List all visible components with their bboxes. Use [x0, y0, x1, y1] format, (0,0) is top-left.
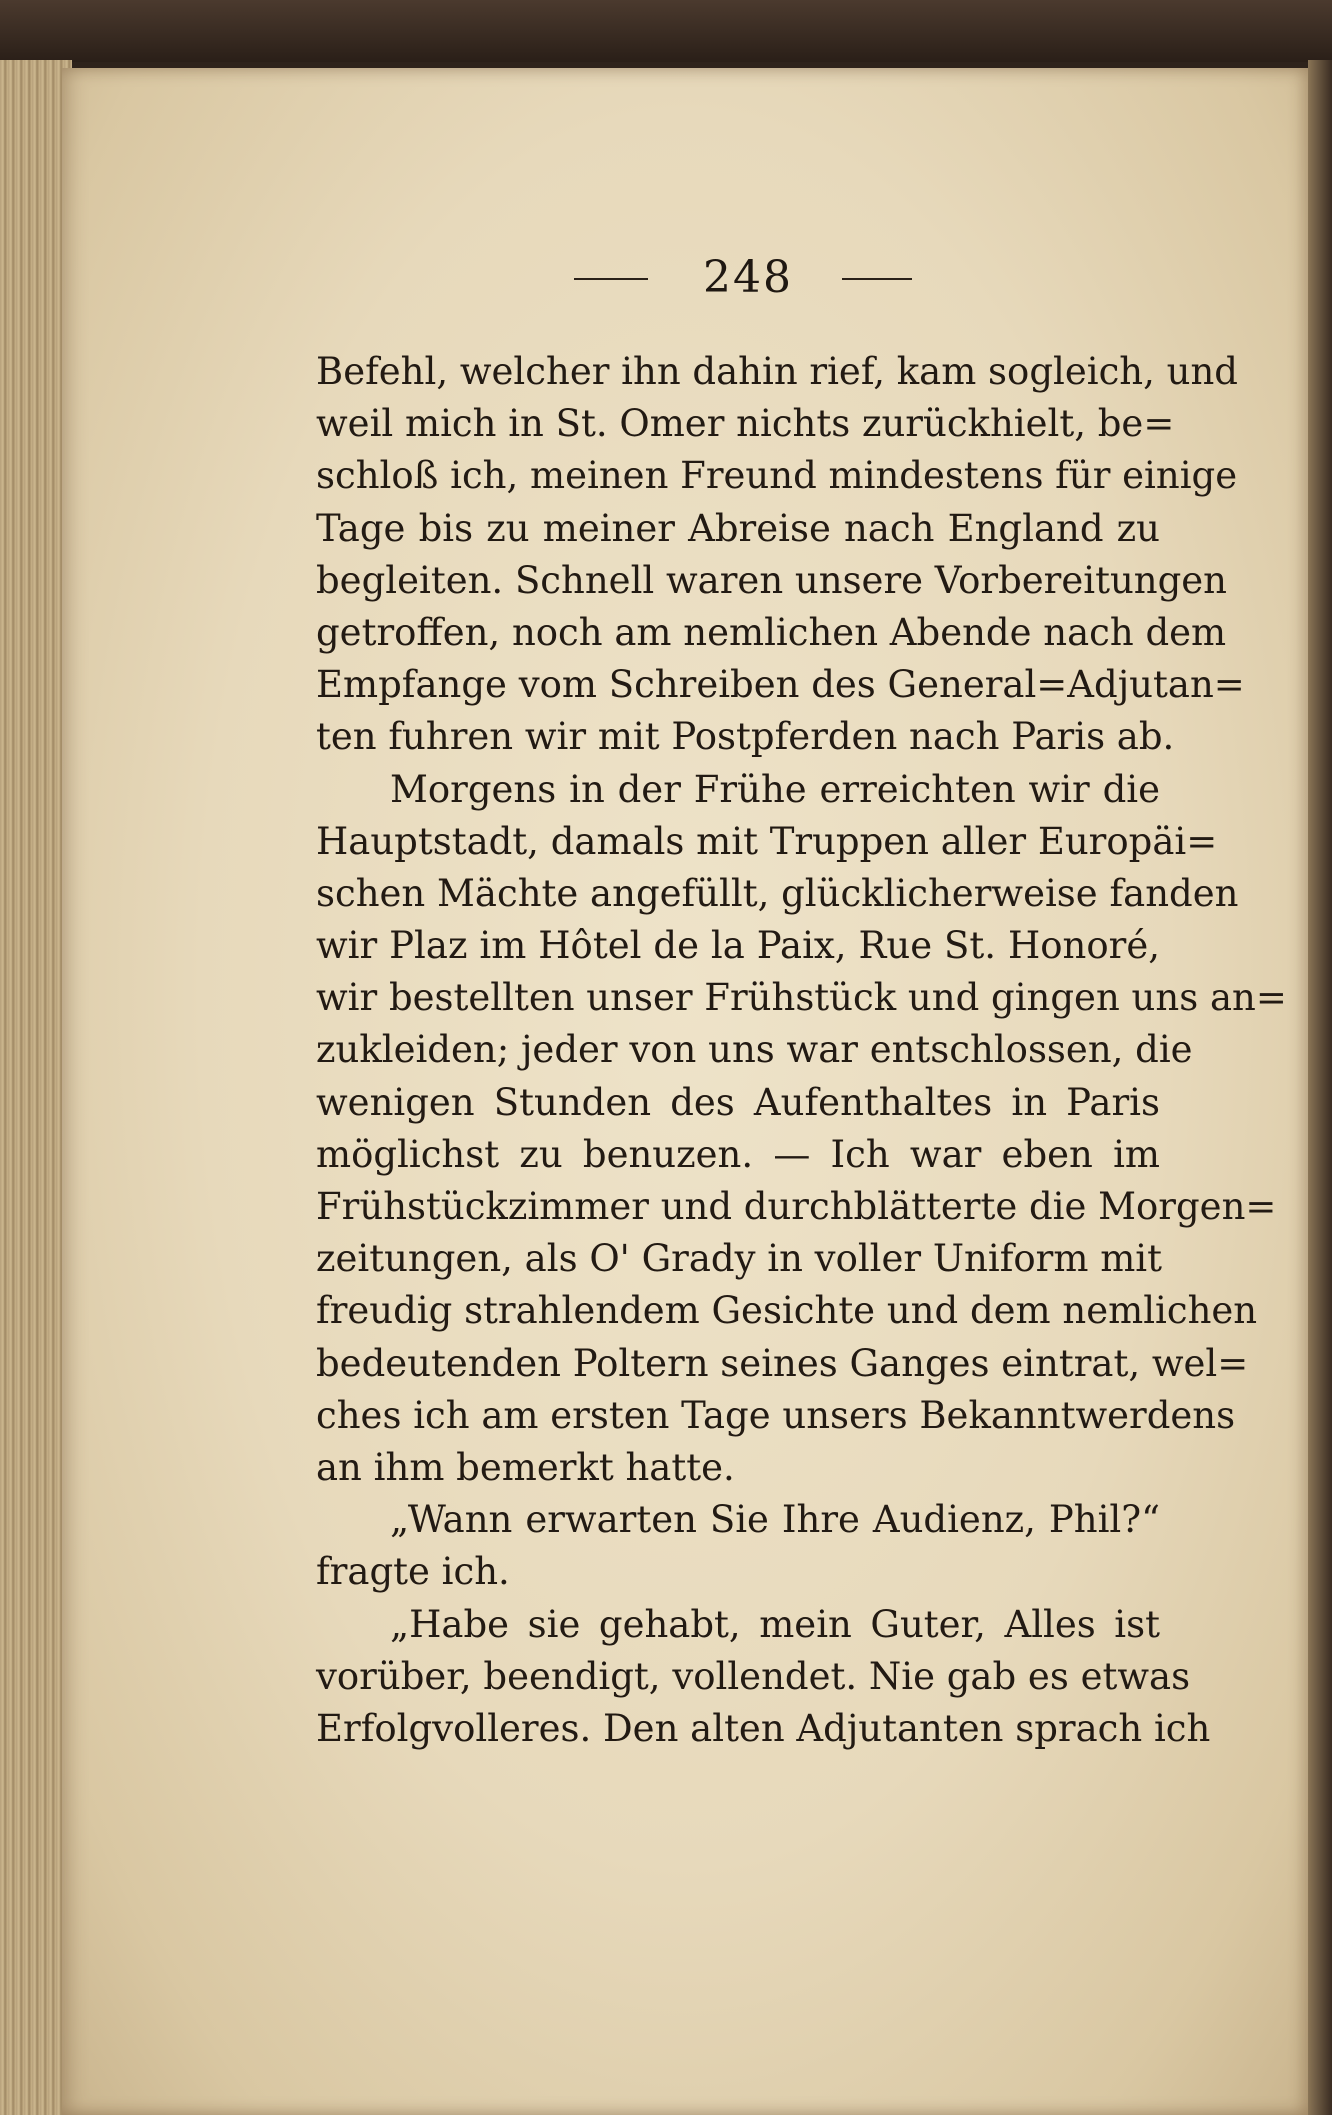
book-cover-edge: [0, 0, 1332, 62]
text-line: ches ich am ersten Tage unsers Bekanntwerdens: [316, 1393, 1236, 1437]
text-line: Empfange vom Schreiben des General=Adjutan=: [316, 663, 1245, 707]
page-number: 248: [703, 252, 793, 303]
text-line: Tage bis zu meiner Abreise nach England zu: [316, 506, 1160, 550]
text-line: ten fuhren wir mit Postpferden nach Paris ab.: [316, 715, 1175, 759]
text-line: bedeutenden Poltern seines Ganges eintrat, wel=: [316, 1341, 1249, 1385]
text-line: zeitungen, als O' Grady in voller Uniform mit: [316, 1237, 1162, 1281]
text-line: begleiten. Schnell waren unsere Vorbereitungen: [316, 558, 1228, 602]
page-header: [0, 248, 1332, 308]
text-line: Befehl, welcher ihn dahin rief, kam sogleich, und: [316, 350, 1238, 393]
text-line: zukleiden; jeder von uns war entschlossen, die: [316, 1028, 1193, 1072]
text-line: wir Plaz im Hôtel de la Paix, Rue St. Honoré,: [316, 924, 1160, 968]
header-rule-right: [842, 278, 912, 280]
text-line: an ihm bemerkt hatte.: [316, 1445, 735, 1489]
text-line: wenigen Stunden des Aufenthaltes in Paris: [316, 1080, 1160, 1124]
binding-edge: [1308, 60, 1332, 2115]
text-line: schen Mächte angefüllt, glücklicherweise fanden: [316, 871, 1239, 915]
text-line: schloß ich, meinen Freund mindestens für einige: [316, 454, 1238, 498]
text-line: getroffen, noch am nemlichen Abende nach dem: [316, 610, 1227, 654]
text-line: Frühstückzimmer und durchblätterte die Morgen=: [316, 1185, 1277, 1228]
text-line: fragte ich.: [316, 1550, 510, 1594]
text-line: möglichst zu benuzen. — Ich war eben im: [316, 1132, 1160, 1176]
text-line: Erfolgvolleres. Den alten Adjutanten sprach ich: [316, 1706, 1211, 1750]
text-line: vorüber, beendigt, vollendet. Nie gab es etwas: [316, 1654, 1191, 1698]
text-line: „Habe sie gehabt, mein Guter, Alles ist: [390, 1602, 1160, 1646]
text-line: Morgens in der Frühe erreichten wir die: [390, 767, 1160, 811]
header-rule-left: [574, 278, 648, 280]
text-line: wir bestellten unser Frühstück und gingen uns an=: [316, 976, 1287, 1020]
text-line: weil mich in St. Omer nichts zurückhielt, be=: [316, 402, 1175, 446]
text-line: freudig strahlendem Gesichte und dem nemlichen: [316, 1289, 1258, 1333]
body-text: [316, 346, 1287, 1755]
text-line: Hauptstadt, damals mit Truppen aller Europäi=: [316, 819, 1218, 863]
text-line: „Wann erwarten Sie Ihre Audienz, Phil?“: [390, 1498, 1160, 1542]
